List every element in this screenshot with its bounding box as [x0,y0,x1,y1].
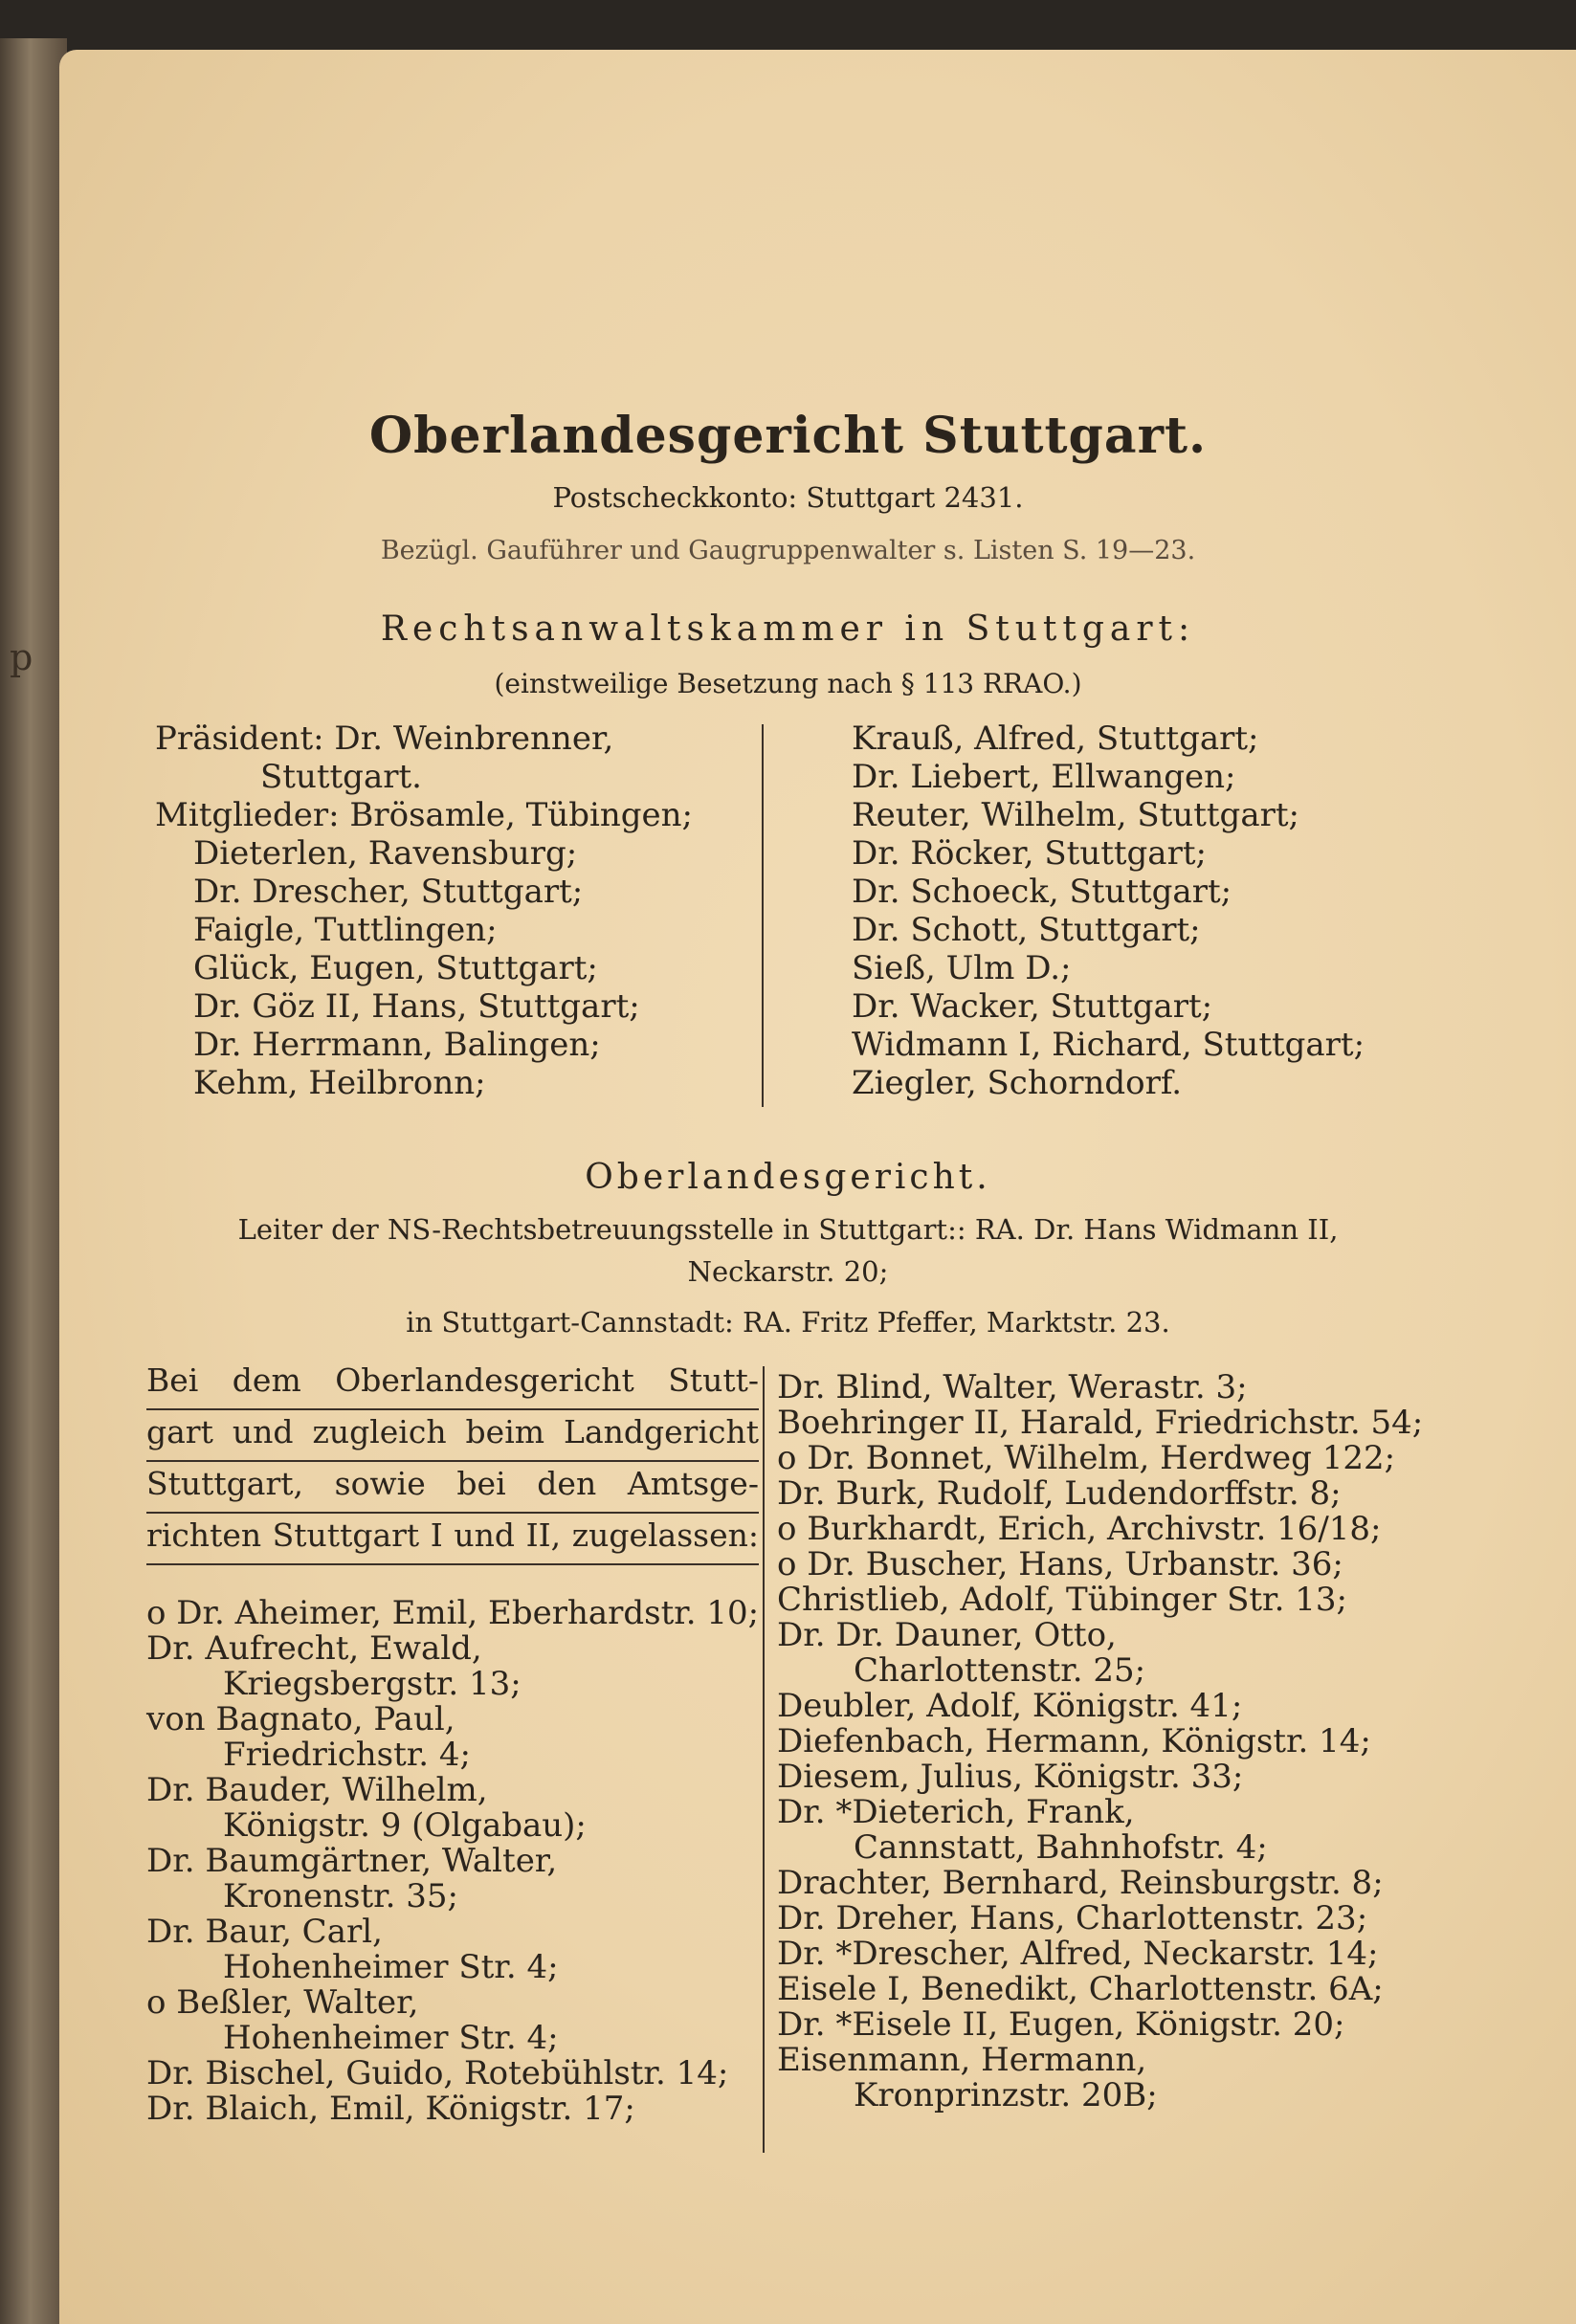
lawyer-line: Dr. Dreher, Hans, Charlottenstr. 23; [777,1899,1368,1937]
lawyer-line: Kriegsbergstr. 13; [223,1665,522,1703]
member-line: Dr. Wacker, Stuttgart; [852,987,1213,1026]
reference-note: Bezügl. Gauführer und Gaugruppenwalter s. Listen S. 19—23. [380,536,1196,565]
lawyer-line: o Dr. Bonnet, Wilhelm, Herdweg 122; [777,1439,1396,1477]
member-line: Kehm, Heilbronn; [193,1064,486,1102]
lawyer-line: von Bagnato, Paul, [146,1700,455,1738]
lawyer-line: o Burkhardt, Erich, Archivstr. 16/18; [777,1510,1382,1548]
lawyer-line: Königstr. 9 (Olgabau); [223,1806,587,1845]
lawyer-line: o Dr. Buscher, Hans, Urbanstr. 36; [777,1545,1343,1583]
member-line: Reuter, Wilhelm, Stuttgart; [852,796,1299,834]
lawyer-line: Hohenheimer Str. 4; [223,2019,559,2057]
lawyer-line: Boehringer II, Harald, Friedrichstr. 54; [777,1404,1424,1442]
member-line: Dr. Röcker, Stuttgart; [852,834,1207,873]
lawyer-list-right [777,1370,1423,2114]
lawyer-line: Dr. Blind, Walter, Werastr. 3; [777,1368,1248,1406]
member-line: Dr. Göz II, Hans, Stuttgart; [193,987,640,1026]
lawyer-line: Eisele I, Benedikt, Charlottenstr. 6A; [777,1970,1384,2008]
lawyer-line: Cannstatt, Bahnhofstr. 4; [854,1828,1268,1867]
lawyer-line: Dr. *Eisele II, Eugen, Königstr. 20; [777,2005,1345,2044]
lawyer-line: Dr. *Drescher, Alfred, Neckarstr. 14; [777,1935,1379,1973]
member-line: Dieterlen, Ravensburg; [193,834,578,873]
lawyer-line: Dr. *Dieterich, Frank, [777,1793,1135,1831]
chamber-heading: Rechtsanwaltskammer in Stuttgart: [380,609,1196,649]
lawyer-line: Diesem, Julius, Königstr. 33; [777,1758,1244,1796]
intro-line: gart und zugleich beim Landgericht [146,1410,759,1462]
leiter-line: Leiter der NS-Rechtsbetreuungsstelle in Stuttgart:: RA. Dr. Hans Widmann II, [237,1213,1339,1246]
lawyer-line: o Dr. Aheimer, Emil, Eberhardstr. 10; [146,1594,760,1632]
leiter-line: in Stuttgart-Cannstadt: RA. Fritz Pfeffer, Marktstr. 23. [406,1306,1170,1339]
lawyer-line: Dr. Blaich, Emil, Königstr. 17; [146,2090,635,2128]
member-line: Dr. Schott, Stuttgart; [852,911,1201,949]
lawyer-line: Kronenstr. 35; [223,1877,459,1915]
lawyer-line: Dr. Bischel, Guido, Rotebühlstr. 14; [146,2054,729,2092]
admission-intro [146,1359,759,1565]
chamber-members-right [852,719,1365,1102]
lawyer-line: Christlieb, Adolf, Tübinger Str. 13; [777,1581,1347,1619]
member-line: Ziegler, Schorndorf. [852,1064,1183,1102]
member-line: Widmann I, Richard, Stuttgart; [852,1026,1365,1064]
lawyer-line: Dr. Baumgärtner, Walter, [146,1842,558,1880]
member-line: Dr. Liebert, Ellwangen; [852,758,1236,796]
lawyer-line: Friedrichstr. 4; [223,1736,472,1774]
page-title: Oberlandesgericht Stuttgart. [368,407,1208,465]
member-line: Mitglieder: Brösamle, Tübingen; [155,796,694,834]
lawyer-line: o Beßler, Walter, [146,1983,419,2022]
intro-line: Bei dem Oberlandesgericht Stutt- [146,1359,759,1410]
lawyer-line: Dr. Aufrecht, Ewald, [146,1629,482,1668]
leiter-line: Neckarstr. 20; [687,1255,889,1288]
lawyer-line: Deubler, Adolf, Königstr. 41; [777,1687,1243,1725]
member-line: Dr. Herrmann, Balingen; [193,1026,601,1064]
member-line: Glück, Eugen, Stuttgart; [193,949,598,987]
lawyer-line: Kronprinzstr. 20B; [854,2076,1158,2114]
lawyer-line: Dr. Burk, Rudolf, Ludendorffstr. 8; [777,1474,1342,1513]
member-line: Krauß, Alfred, Stuttgart; [852,719,1259,758]
postcheck-account: Postscheckkonto: Stuttgart 2431. [552,481,1024,514]
lawyer-line: Charlottenstr. 25; [854,1651,1146,1690]
lawyer-line: Dr. Dr. Dauner, Otto, [777,1616,1117,1654]
column-divider [762,724,764,1107]
member-line: Dr. Drescher, Stuttgart; [193,873,584,911]
member-line: Faigle, Tuttlingen; [193,911,498,949]
lawyer-line: Diefenbach, Hermann, Königstr. 14; [777,1722,1371,1760]
member-line: Stuttgart. [260,758,422,796]
lawyer-line: Hohenheimer Str. 4; [223,1948,559,1986]
lawyer-line: Eisenmann, Hermann, [777,2041,1147,2079]
intro-line: Stuttgart, sowie bei den Amtsge- [146,1462,759,1514]
member-line: Präsident: Dr. Weinbrenner, [155,719,614,758]
member-line: Sieß, Ulm D.; [852,949,1072,987]
lawyer-list-left [146,1596,759,2127]
court-heading: Oberlandesgericht. [585,1158,991,1197]
lawyer-line: Drachter, Bernhard, Reinsburgstr. 8; [777,1864,1384,1902]
chamber-members-left [155,719,693,1102]
lawyer-line: Dr. Baur, Carl, [146,1913,383,1951]
column-divider [763,1366,765,2153]
intro-line: richten Stuttgart I und II, zugelassen: [146,1514,759,1565]
member-line: Dr. Schoeck, Stuttgart; [852,873,1232,911]
chamber-subheading: (einstweilige Besetzung nach § 113 RRAO.) [494,668,1082,699]
margin-glyph: p [10,636,33,678]
lawyer-line: Dr. Bauder, Wilhelm, [146,1771,488,1809]
